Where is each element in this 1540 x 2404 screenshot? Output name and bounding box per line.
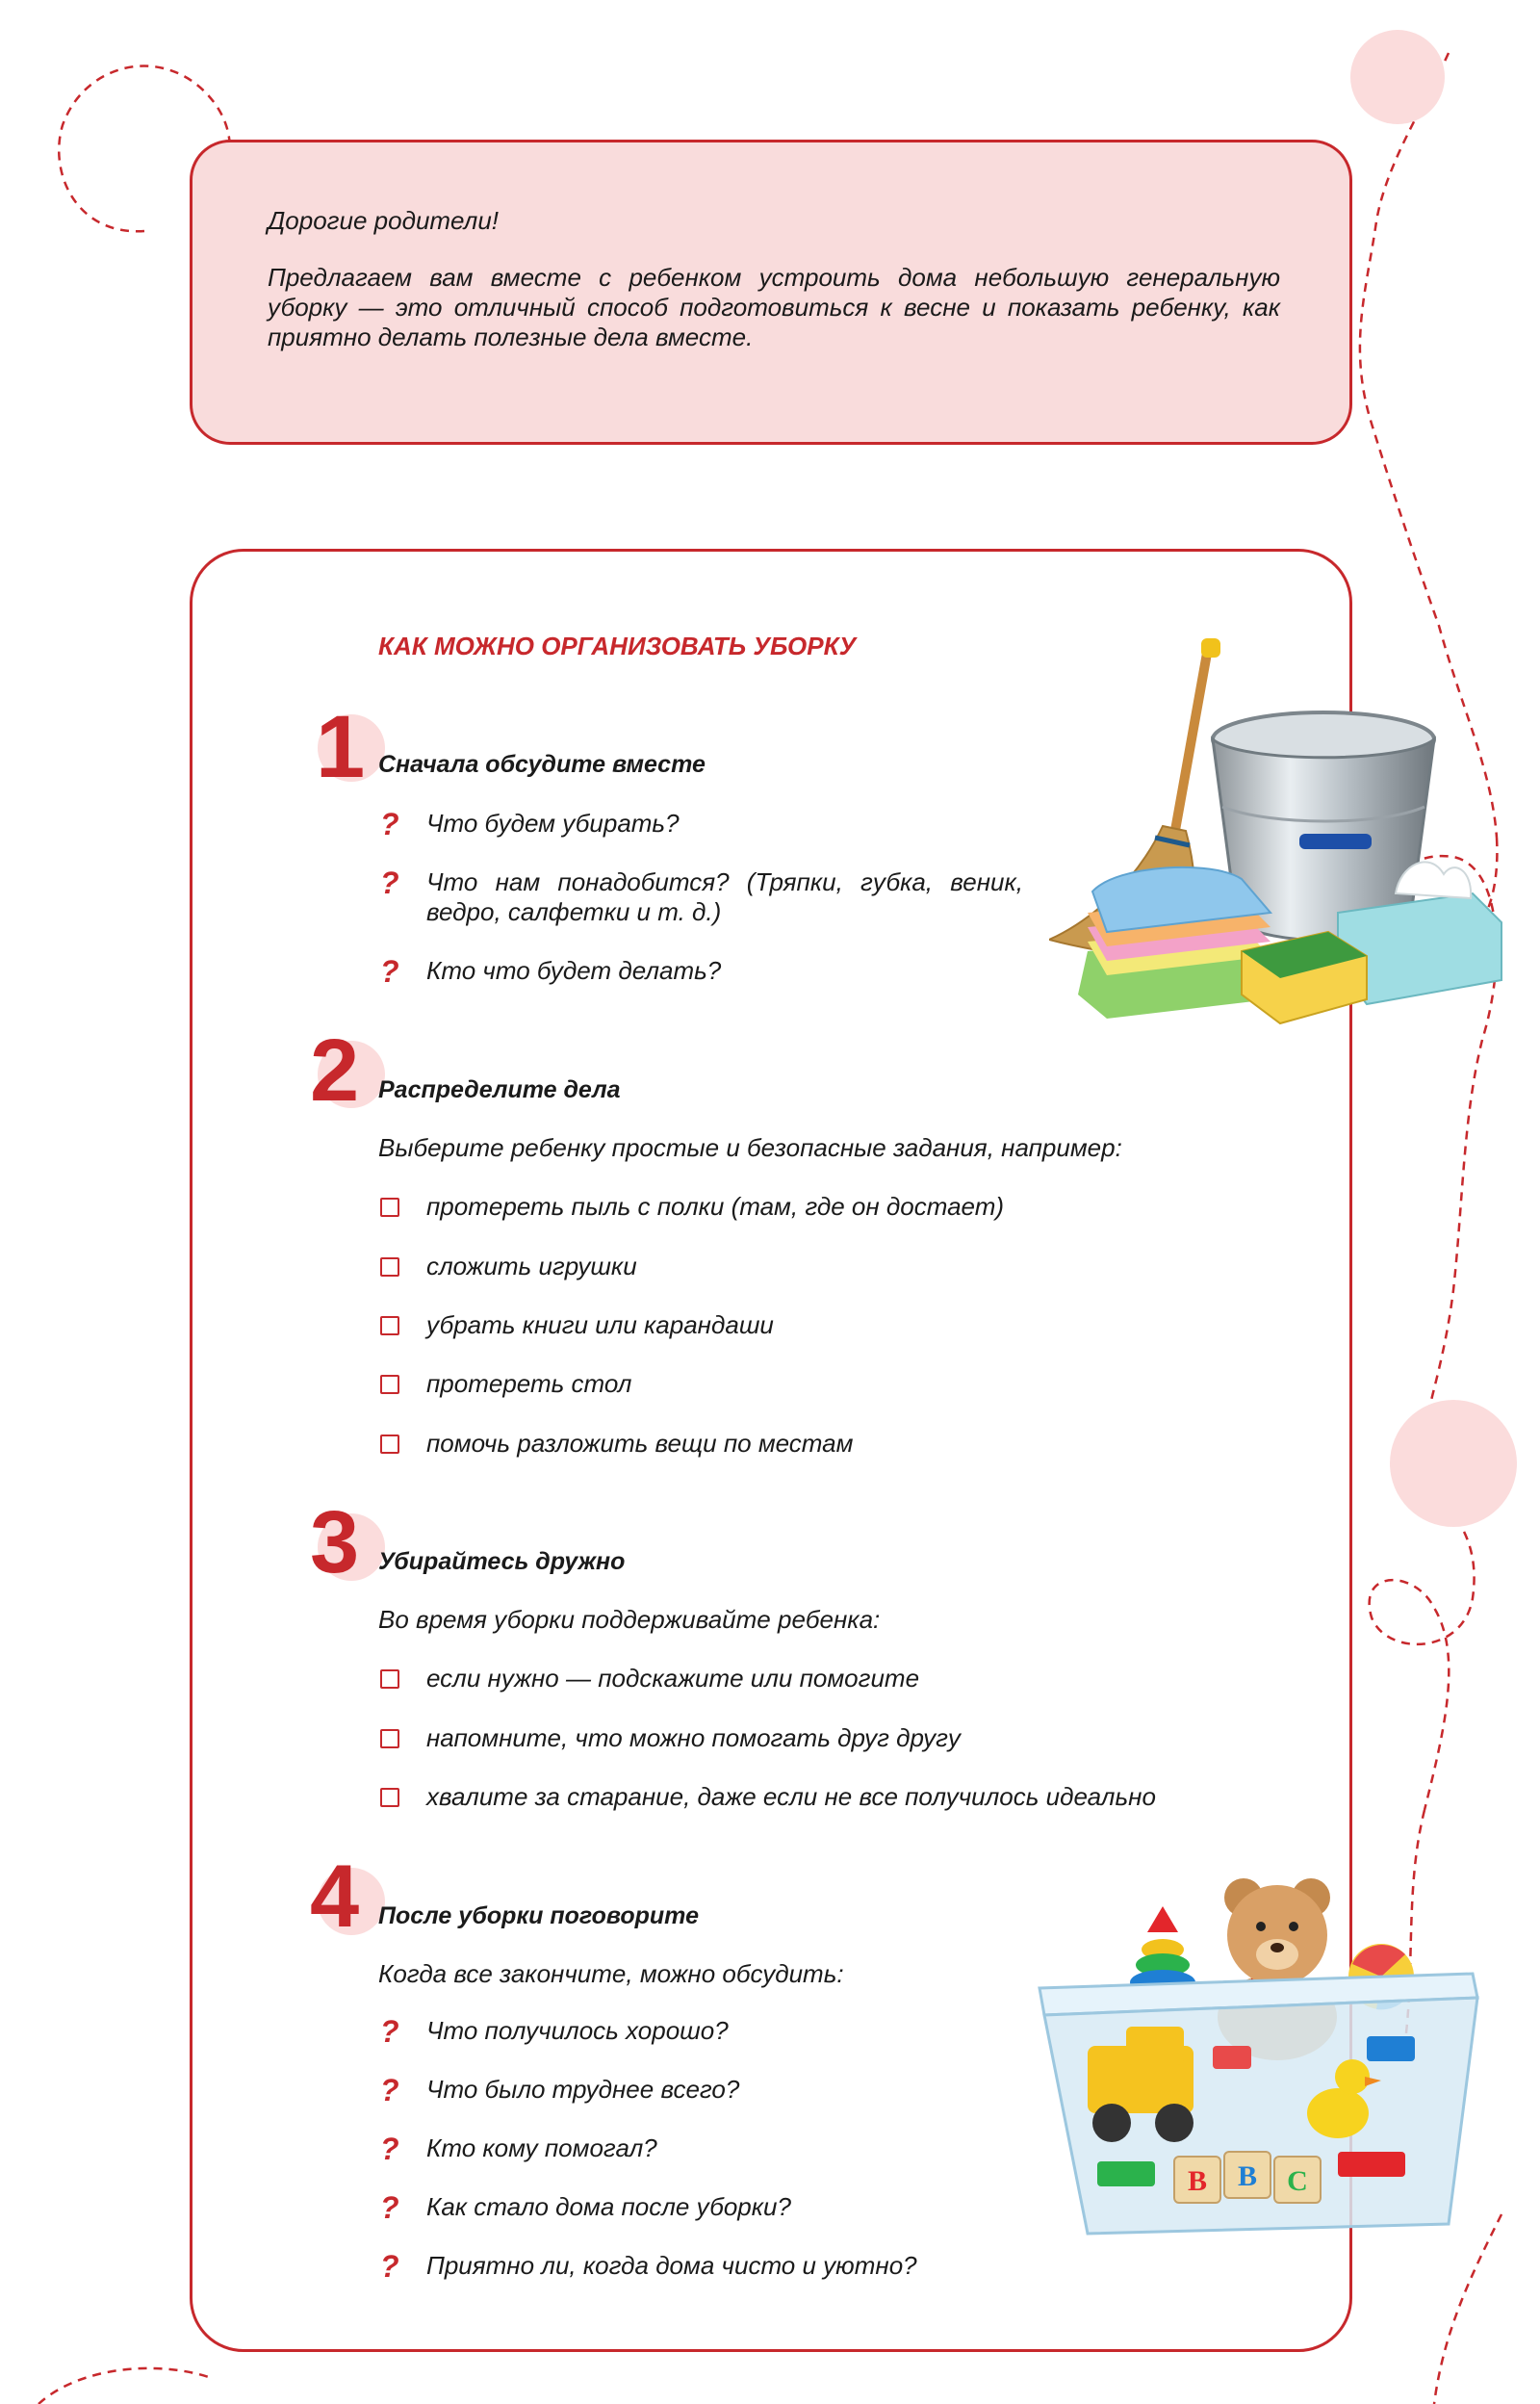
step-title: Распределите дела <box>378 1076 621 1103</box>
dashed-line-bottom-left <box>38 2368 212 2404</box>
step-title: Сначала обсудите вместе <box>378 751 706 778</box>
list-item-text: хвалите за старание, даже если не все получилось идеально <box>426 1782 1156 1811</box>
list-item-text: если нужно — подскажите или помогите <box>426 1664 920 1693</box>
question-mark-icon: ? <box>380 866 399 900</box>
question-mark-icon: ? <box>380 2073 399 2107</box>
checkbox-icon <box>380 1198 399 1217</box>
list-item-text: ведро, салфетки и т. д.) <box>426 897 722 926</box>
list-item-text: Что было труднее всего? <box>426 2075 740 2104</box>
question-mark-icon: ? <box>380 807 399 841</box>
list-item-text: Приятно ли, когда дома чисто и уютно? <box>426 2251 917 2280</box>
list-item-text: Что будем убирать? <box>426 809 680 838</box>
checkbox-icon <box>380 1316 399 1335</box>
question-mark-icon: ? <box>380 2132 399 2166</box>
checkbox-icon <box>380 1729 399 1748</box>
intro-text: Предлагаем вам вместе с ребенком устроить дома небольшую генеральную уборку — это отличный способ подготовиться к весне и показать ребенку, как приятно делать полезные дела вместе. <box>268 263 1280 351</box>
step-intro: Выберите ребенку простые и безопасные задания, например: <box>378 1133 1122 1162</box>
list-item-text: Кто кому помогал? <box>426 2133 657 2162</box>
svg-text:B: B <box>1187 2165 1208 2197</box>
step-intro: Во время уборки поддерживайте ребенка: <box>378 1605 881 1634</box>
list-item-text: напомните, что можно помогать друг другу <box>426 1723 961 1752</box>
main-title: КАК МОЖНО ОРГАНИЗОВАТЬ УБОРКУ <box>378 632 857 660</box>
checkbox-icon <box>380 1435 399 1454</box>
question-mark-icon: ? <box>380 954 399 989</box>
question-mark-icon: ? <box>380 2014 399 2049</box>
step-title: После уборки поговорите <box>378 1902 699 1929</box>
decor-circle-right <box>1390 1400 1517 1527</box>
list-item-text: сложить игрушки <box>426 1252 637 1280</box>
cleaning-supplies-illustration <box>1049 633 1511 1057</box>
checkbox-icon <box>380 1375 399 1394</box>
step-number: 1 <box>316 698 366 796</box>
question-mark-icon: ? <box>380 2190 399 2225</box>
list-item-text: убрать книги или карандаши <box>426 1310 774 1339</box>
list-item-text: помочь разложить вещи по местам <box>426 1429 854 1458</box>
checkbox-icon <box>380 1788 399 1807</box>
list-item-text: Что получилось хорошо? <box>426 2016 729 2045</box>
dashed-loop-right-lower <box>1370 1473 1475 1810</box>
decor-circle-top <box>1350 30 1445 124</box>
list-item-text: Как стало дома после уборки? <box>426 2192 791 2221</box>
step-intro: Когда все закончите, можно обсудить: <box>378 1959 844 1988</box>
list-item-text: Кто что будет делать? <box>426 956 722 985</box>
step-number: 3 <box>310 1493 360 1591</box>
checkbox-icon <box>380 1669 399 1689</box>
step-title: Убирайтесь дружно <box>378 1548 626 1575</box>
question-mark-icon: ? <box>380 2249 399 2284</box>
list-item-text: протереть пыль с полки (там, где он достает) <box>426 1192 1005 1221</box>
svg-text:B: B <box>1237 2160 1258 2192</box>
checkbox-icon <box>380 1257 399 1277</box>
list-item-text: протереть стол <box>426 1369 632 1398</box>
step-number: 2 <box>310 1021 360 1120</box>
svg-text:C: C <box>1287 2165 1308 2197</box>
intro-greeting: Дорогие родители! <box>268 206 500 235</box>
step-number: 4 <box>310 1848 360 1946</box>
list-item-text: Что нам понадобится? (Тряпки, губка, веник, <box>426 867 1023 896</box>
dashed-line-right-middle <box>1415 1040 1482 1473</box>
toy-box-illustration <box>1020 1863 1502 2243</box>
